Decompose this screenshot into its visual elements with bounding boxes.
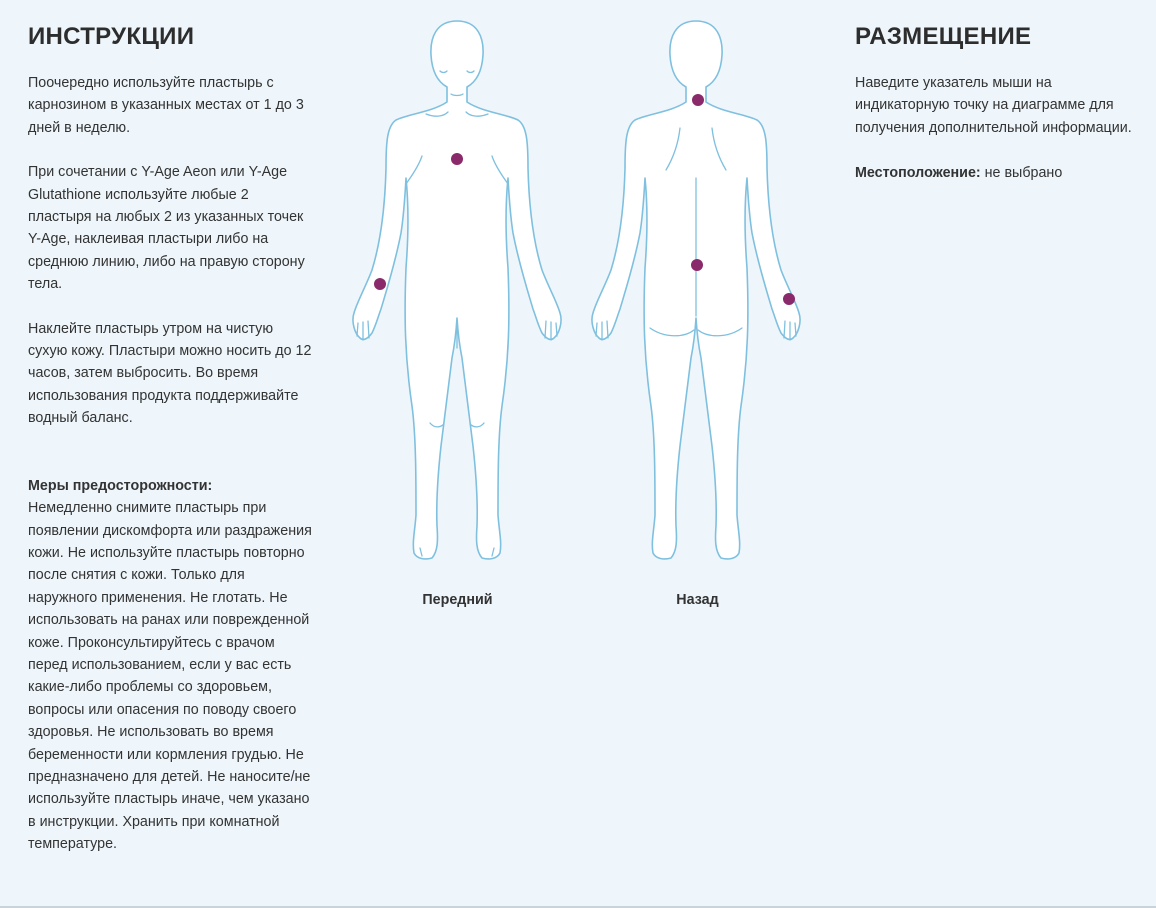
back-neck-dot[interactable] bbox=[692, 94, 704, 106]
back-right-wrist-dot[interactable] bbox=[783, 293, 795, 305]
instructions-paragraph-1: Поочередно используйте пластырь с карнозином в указанных местах от 1 до 3 дней в неделю. bbox=[28, 75, 304, 136]
placement-title: РАЗМЕЩЕНИЕ bbox=[855, 23, 1032, 50]
location-label: Местоположение: bbox=[855, 165, 981, 182]
instructions-paragraph-3: Наклейте пластырь утром на чистую сухую кожу. Пластыри можно носить до 12 часов, затем выбросить. Во время использования продукта поддерживайте водный баланс. bbox=[28, 320, 312, 427]
front-body-svg bbox=[350, 18, 565, 578]
instructions-section bbox=[28, 22, 313, 856]
instructions-paragraph-2: При сочетании с Y-Age Aeon или Y-Age Glutathione используйте любые 2 пластыря на любых 2 из указанных точек Y-Age, наклеивая пластыри либо на среднюю линию, либо на правую сторону тела. bbox=[28, 164, 305, 293]
location-value: не выбрано bbox=[984, 165, 1063, 182]
location-status bbox=[855, 162, 1145, 184]
placement-section bbox=[855, 22, 1145, 185]
instructions-title: ИНСТРУКЦИИ bbox=[28, 23, 195, 50]
back-label: Назад bbox=[676, 592, 719, 608]
back-body-svg bbox=[588, 18, 806, 578]
back-lower-spine-dot[interactable] bbox=[691, 259, 703, 271]
front-right-wrist-dot[interactable] bbox=[374, 278, 386, 290]
front-body-diagram bbox=[350, 18, 565, 578]
front-chest-dot[interactable] bbox=[451, 153, 463, 165]
caution-text: Немедленно снимите пластырь при появлении дискомфорта или раздражения кожи. Не используйте пластырь повторно после снятия с кожи. Только для наружного применения. Не глотать. Не использовать на ранах или поврежденной коже. Проконсультируйтесь с врачом перед использованием, если у вас есть какие-либо проблемы со здоровьем, вопросы или опасения по поводу своего здоровья. Не использовать во время беременности или кормления грудью. Не предназначено для детей. Не наносите/не используйте пластырь иначе, чем указано в инструкции. Хранить при комнатной температуре. bbox=[28, 500, 312, 853]
placement-hint: Наведите указатель мыши на индикаторную точку на диаграмме для получения дополнительной информации. bbox=[855, 75, 1132, 136]
back-body-diagram bbox=[588, 18, 806, 578]
front-label: Передний bbox=[422, 592, 493, 608]
caution-title: Меры предосторожности: bbox=[28, 477, 213, 494]
